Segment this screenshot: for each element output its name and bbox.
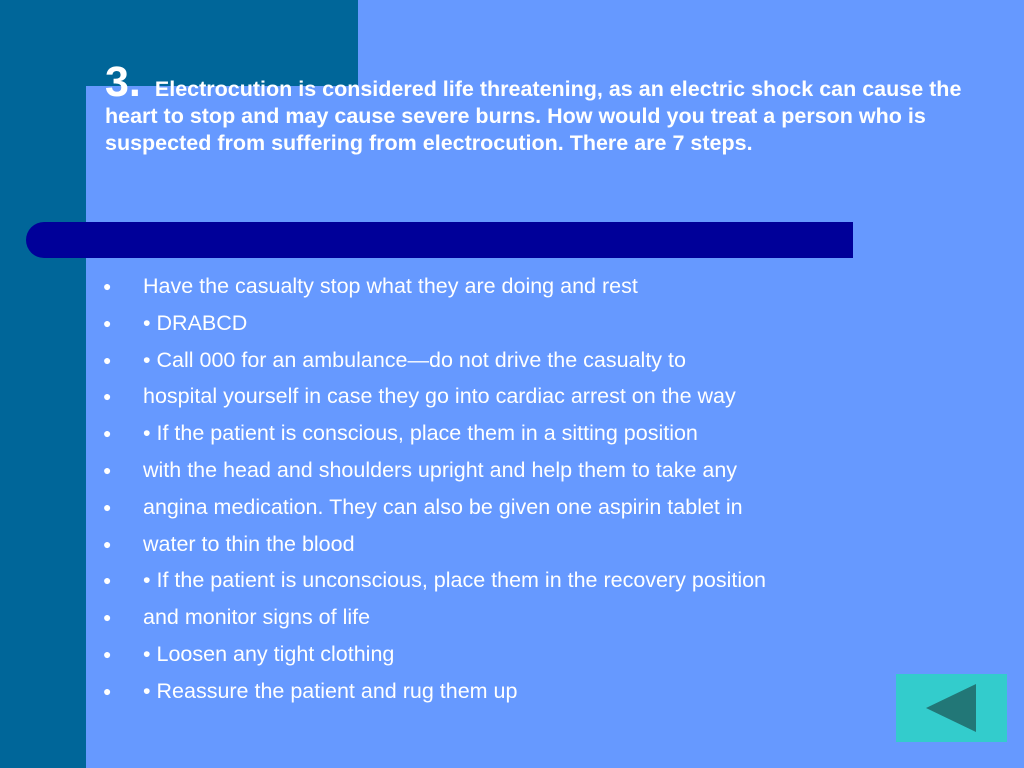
bullet-dot: ● (103, 388, 112, 405)
question-number: 3. (105, 58, 141, 106)
list-item (103, 526, 766, 563)
bullet-dot: ● (103, 645, 112, 662)
list-item-text: • If the patient is unconscious, place them in the recovery position (143, 568, 767, 593)
question-text: Electrocution is considered life threatening, as an electric shock can cause the heart to stop and may cause severe burns. How would you treat a person who is suspected from suffering from electrocution. There are 7 steps. (105, 77, 962, 155)
triangle-left-icon (896, 674, 1007, 742)
list-item (103, 636, 766, 673)
title-divider-bar (26, 222, 853, 258)
bullet-dot: ● (103, 278, 112, 294)
list-item (103, 562, 766, 599)
left-decor-band (0, 0, 86, 768)
list-item (103, 415, 766, 452)
list-item-text: • Loosen any tight clothing (143, 641, 395, 666)
list-item-text: Have the casualty stop what they are doing and rest (143, 274, 638, 298)
list-item-text: • Call 000 for an ambulance—do not drive the casualty to (143, 347, 686, 372)
list-item (103, 305, 766, 342)
list-item-text: • Reassure the patient and rug them up (143, 678, 518, 703)
bullet-dot: ● (103, 498, 112, 515)
list-item (103, 673, 766, 710)
bullet-list (103, 268, 766, 710)
previous-slide-button[interactable] (896, 674, 1007, 742)
bullet-dot: ● (103, 351, 112, 368)
bullet-dot: ● (103, 314, 112, 331)
list-item-text: water to thin the blood (143, 531, 355, 556)
list-item-text: angina medication. They can also be given one aspirin tablet in (143, 494, 743, 519)
list-item (103, 599, 766, 636)
list-item (103, 268, 766, 305)
bullet-dot: ● (103, 535, 112, 552)
bullet-dot: ● (103, 425, 112, 442)
list-item-text: with the head and shoulders upright and help them to take any (143, 457, 738, 482)
list-item-text: hospital yourself in case they go into cardiac arrest on the way (143, 384, 736, 409)
bullet-dot: ● (103, 682, 112, 699)
slide-title (105, 58, 975, 157)
bullet-dot: ● (103, 609, 112, 626)
bullet-dot: ● (103, 572, 112, 589)
list-item-text: • If the patient is conscious, place them in a sitting position (143, 421, 698, 446)
list-item (103, 342, 766, 379)
list-item (103, 452, 766, 489)
bullet-dot: ● (103, 461, 112, 478)
list-item-text: • DRABCD (143, 310, 248, 335)
list-item (103, 489, 766, 526)
list-item (103, 378, 766, 415)
list-item-text: and monitor signs of life (143, 605, 371, 630)
